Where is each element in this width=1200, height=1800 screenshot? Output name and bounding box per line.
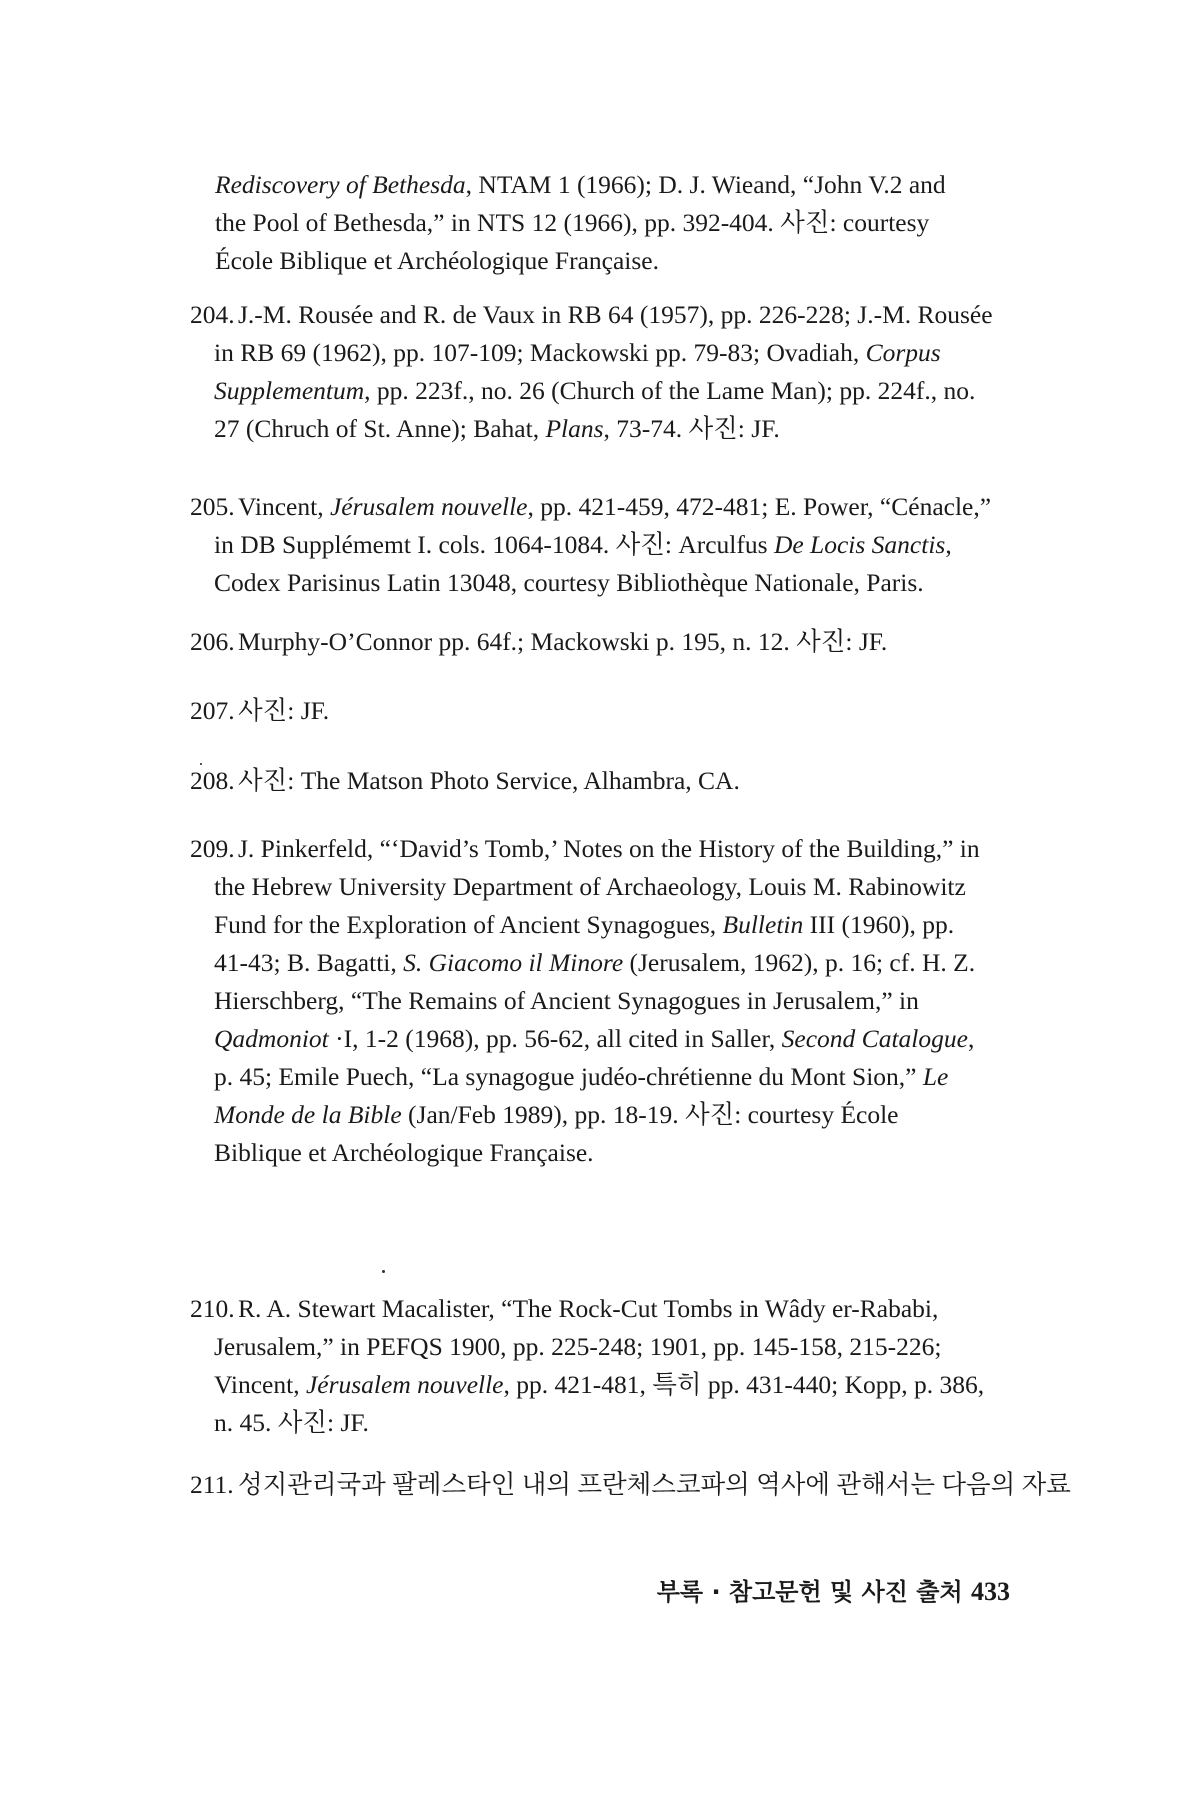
italic-segment: Supplementum [214, 376, 365, 405]
text-segment: ·I, 1-2 (1968), pp. 56-62, all cited in Saller, [328, 1024, 782, 1053]
entry-210 [190, 1290, 1020, 1442]
text-line [190, 1466, 1071, 1504]
text-segment: Murphy-O’Connor pp. 64f.; Mackowski p. 195, n. 12. 사진: JF. [238, 627, 888, 656]
text-line [190, 1404, 1020, 1442]
text-line [215, 166, 1015, 204]
italic-segment: Plans [545, 414, 604, 443]
text-line [190, 623, 1020, 661]
scan-speck [382, 1270, 385, 1273]
entry-text [190, 762, 1020, 800]
text-line [190, 1096, 1020, 1134]
text-line [190, 1134, 1020, 1172]
italic-segment: Second Catalogue [781, 1024, 968, 1053]
text-line [190, 692, 1020, 730]
text-line [190, 372, 1020, 410]
text-segment: (Jan/Feb 1989), pp. 18-19. 사진: courtesy École [401, 1100, 899, 1129]
entry-text [215, 166, 1015, 280]
entry-number: 206. [190, 627, 235, 656]
text-segment: , pp. 421-481, 특히 pp. 431-440; Kopp, p. 386, [503, 1370, 985, 1399]
entry-211 [190, 1466, 1071, 1504]
text-line [190, 488, 1020, 526]
text-segment: , pp. 421-459, 472-481; E. Power, “Cénacle,” [527, 492, 992, 521]
entry-207 [190, 692, 1020, 730]
italic-segment: Bulletin [722, 910, 804, 939]
text-segment: 성지관리국과 팔레스타인 내의 프란체스코파의 역사에 관해서는 다음의 자료 [238, 1470, 1071, 1499]
text-segment: J.-M. Rousée and R. de Vaux in RB 64 (1957), pp. 226-228; J.-M. Rousée [238, 300, 993, 329]
text-segment: R. A. Stewart Macalister, “The Rock-Cut Tombs in Wâdy er-Rababi, [238, 1294, 939, 1323]
text-segment: Jerusalem,” in PEFQS 1900, pp. 225-248; 1901, pp. 145-158, 215-226; [214, 1332, 942, 1361]
text-line [190, 1328, 1020, 1366]
entry-number: 207. [190, 696, 235, 725]
footer-label: 부록 · 참고문헌 및 사진 출처 [656, 1578, 963, 1606]
text-segment: Codex Parisinus Latin 13048, courtesy Bibliothèque Nationale, Paris. [214, 568, 924, 597]
text-line [190, 410, 1020, 448]
entry-206 [190, 623, 1020, 661]
text-segment: 사진: The Matson Photo Service, Alhambra, CA. [238, 766, 740, 795]
italic-segment: Jérusalem nouvelle [305, 1370, 504, 1399]
text-line [190, 944, 1020, 982]
italic-segment: Rediscovery of Bethesda [215, 170, 466, 199]
entry-text [190, 1466, 1071, 1504]
text-line [190, 868, 1020, 906]
text-segment: the Hebrew University Department of Archaeology, Louis M. Rabinowitz [214, 872, 966, 901]
text-segment: , [967, 1024, 975, 1053]
entry-209 [190, 830, 1020, 1172]
text-segment: Biblique et Archéologique Française. [214, 1138, 594, 1167]
text-segment: 사진: JF. [238, 696, 330, 725]
entry-number: 205. [190, 492, 235, 521]
entry-number: 210. [190, 1294, 235, 1323]
text-line [190, 1366, 1020, 1404]
entry-text [190, 830, 1020, 1172]
italic-segment: Corpus [865, 338, 941, 367]
text-line [190, 982, 1020, 1020]
text-segment: in DB Supplémemt I. cols. 1064-1084. 사진: Arculfus [214, 530, 774, 559]
text-segment: Vincent, [238, 492, 330, 521]
text-line [190, 830, 1020, 868]
text-segment: , pp. 223f., no. 26 (Church of the Lame Man); pp. 224f., no. [364, 376, 976, 405]
text-line [190, 1020, 1020, 1058]
text-segment: n. 45. 사진: JF. [214, 1408, 369, 1437]
italic-segment: De Locis Sanctis [773, 530, 946, 559]
entry-text [190, 296, 1020, 448]
text-segment: III (1960), pp. [803, 910, 955, 939]
running-footer [610, 1572, 1010, 1607]
text-segment: J. Pinkerfeld, “‘David’s Tomb,’ Notes on the History of the Building,” in [238, 834, 980, 863]
text-line [190, 1290, 1020, 1328]
text-segment: École Biblique et Archéologique Française. [215, 246, 659, 275]
text-segment: the Pool of Bethesda,” in NTS 12 (1966), pp. 392-404. 사진: courtesy [215, 208, 930, 237]
text-segment: Vincent, [214, 1370, 306, 1399]
text-line [215, 204, 1015, 242]
entry-text [190, 488, 1020, 602]
text-line [190, 1058, 1020, 1096]
text-segment: p. 45; Emile Puech, “La synagogue judéo-chrétienne du Mont Sion,” [214, 1062, 923, 1091]
text-line [190, 564, 1020, 602]
entry-204 [190, 296, 1020, 448]
text-line [215, 242, 1015, 280]
italic-segment: S. Giacomo il Minore [403, 948, 624, 977]
entry-208 [190, 762, 1020, 800]
text-segment: 27 (Chruch of St. Anne); Bahat, [214, 414, 546, 443]
text-segment: 41-43; B. Bagatti, [214, 948, 404, 977]
entry-text [190, 1290, 1020, 1442]
text-line [190, 906, 1020, 944]
text-segment: in RB 69 (1962), pp. 107-109; Mackowski pp. 79-83; Ovadiah, [214, 338, 866, 367]
italic-segment: Qadmoniot [214, 1024, 329, 1053]
text-segment: (Jerusalem, 1962), p. 16; cf. H. Z. [623, 948, 976, 977]
entry-text [190, 623, 1020, 661]
entry-number: 204. [190, 300, 235, 329]
entry-continuation [215, 166, 1015, 280]
entry-number: 209. [190, 834, 235, 863]
italic-segment: Le [922, 1062, 949, 1091]
text-line [190, 762, 1020, 800]
text-line [190, 334, 1020, 372]
text-segment: Hierschberg, “The Remains of Ancient Synagogues in Jerusalem,” in [214, 986, 919, 1015]
text-segment: Fund for the Exploration of Ancient Synagogues, [214, 910, 723, 939]
text-segment: , 73-74. 사진: JF. [603, 414, 780, 443]
entry-number: 208. [190, 766, 235, 795]
text-segment: , NTAM 1 (1966); D. J. Wieand, “John V.2 and [465, 170, 946, 199]
italic-segment: Monde de la Bible [214, 1100, 402, 1129]
entry-205 [190, 488, 1020, 602]
text-line [190, 526, 1020, 564]
text-segment: , [945, 530, 952, 559]
text-line [190, 296, 1020, 334]
entry-number: 211. [190, 1470, 234, 1499]
italic-segment: Jérusalem nouvelle [329, 492, 528, 521]
page-number: 433 [971, 1577, 1010, 1606]
entry-text [190, 692, 1020, 730]
